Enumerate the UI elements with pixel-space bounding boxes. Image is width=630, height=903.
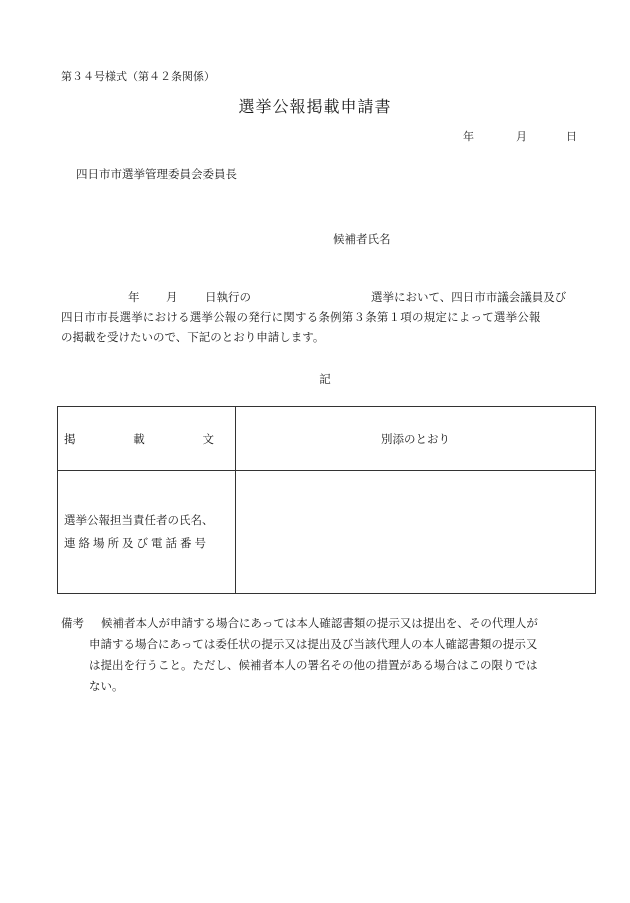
date-month-label: 月 <box>516 130 527 143</box>
document-title: 選挙公報掲載申請書 <box>238 97 392 116</box>
body-line-2: 四日市市長選挙における選挙公報の発行に関する条例第３条第１項の規定によって選挙公報 <box>61 310 541 324</box>
note-line-1: 候補者本人が申請する場合にあっては本人確認書類の提示又は提出を、その代理人が <box>101 616 538 630</box>
publication-text-label <box>58 407 236 471</box>
form-number: 第３４号様式（第４２条関係） <box>61 70 215 83</box>
table-row <box>58 471 596 594</box>
application-table <box>57 406 596 594</box>
note-label: 備考 <box>61 616 84 630</box>
body-election: 選挙において、四日市市議会議員及び <box>371 290 567 304</box>
date-day-label: 日 <box>566 130 577 143</box>
label-char: 掲 <box>64 431 76 446</box>
responsible-label-line-1: 選挙公報担当責任者の氏名、 <box>64 513 214 527</box>
note-line-3: は提出を行うこと。ただし、候補者本人の署名その他の措置がある場合はこの限りでは <box>89 658 538 672</box>
label-char: 文 <box>202 431 214 446</box>
date-year-label: 年 <box>463 130 474 143</box>
body-line-3: の掲載を受けたいので、下記のとおり申請します。 <box>61 330 325 344</box>
note-line-4: ない。 <box>89 679 124 693</box>
publication-text-value: 別添のとおり <box>236 407 596 471</box>
label-char: 載 <box>133 431 145 446</box>
addressee: 四日市市選挙管理委員会委員長 <box>76 167 237 181</box>
body-year: 年 <box>128 290 140 304</box>
table-row <box>58 407 596 471</box>
body-day-execution: 日執行の <box>205 290 251 304</box>
responsible-label-line-2: 連絡場所及び電話番号 <box>64 536 209 550</box>
candidate-name-label: 候補者氏名 <box>333 232 391 246</box>
body-month: 月 <box>166 290 178 304</box>
responsible-person-label <box>58 471 236 594</box>
ki-heading: 記 <box>319 372 331 386</box>
responsible-person-value[interactable] <box>236 471 596 594</box>
note-line-2: 申請する場合にあっては委任状の提示又は提出及び当該代理人の本人確認書類の提示又 <box>89 637 538 651</box>
